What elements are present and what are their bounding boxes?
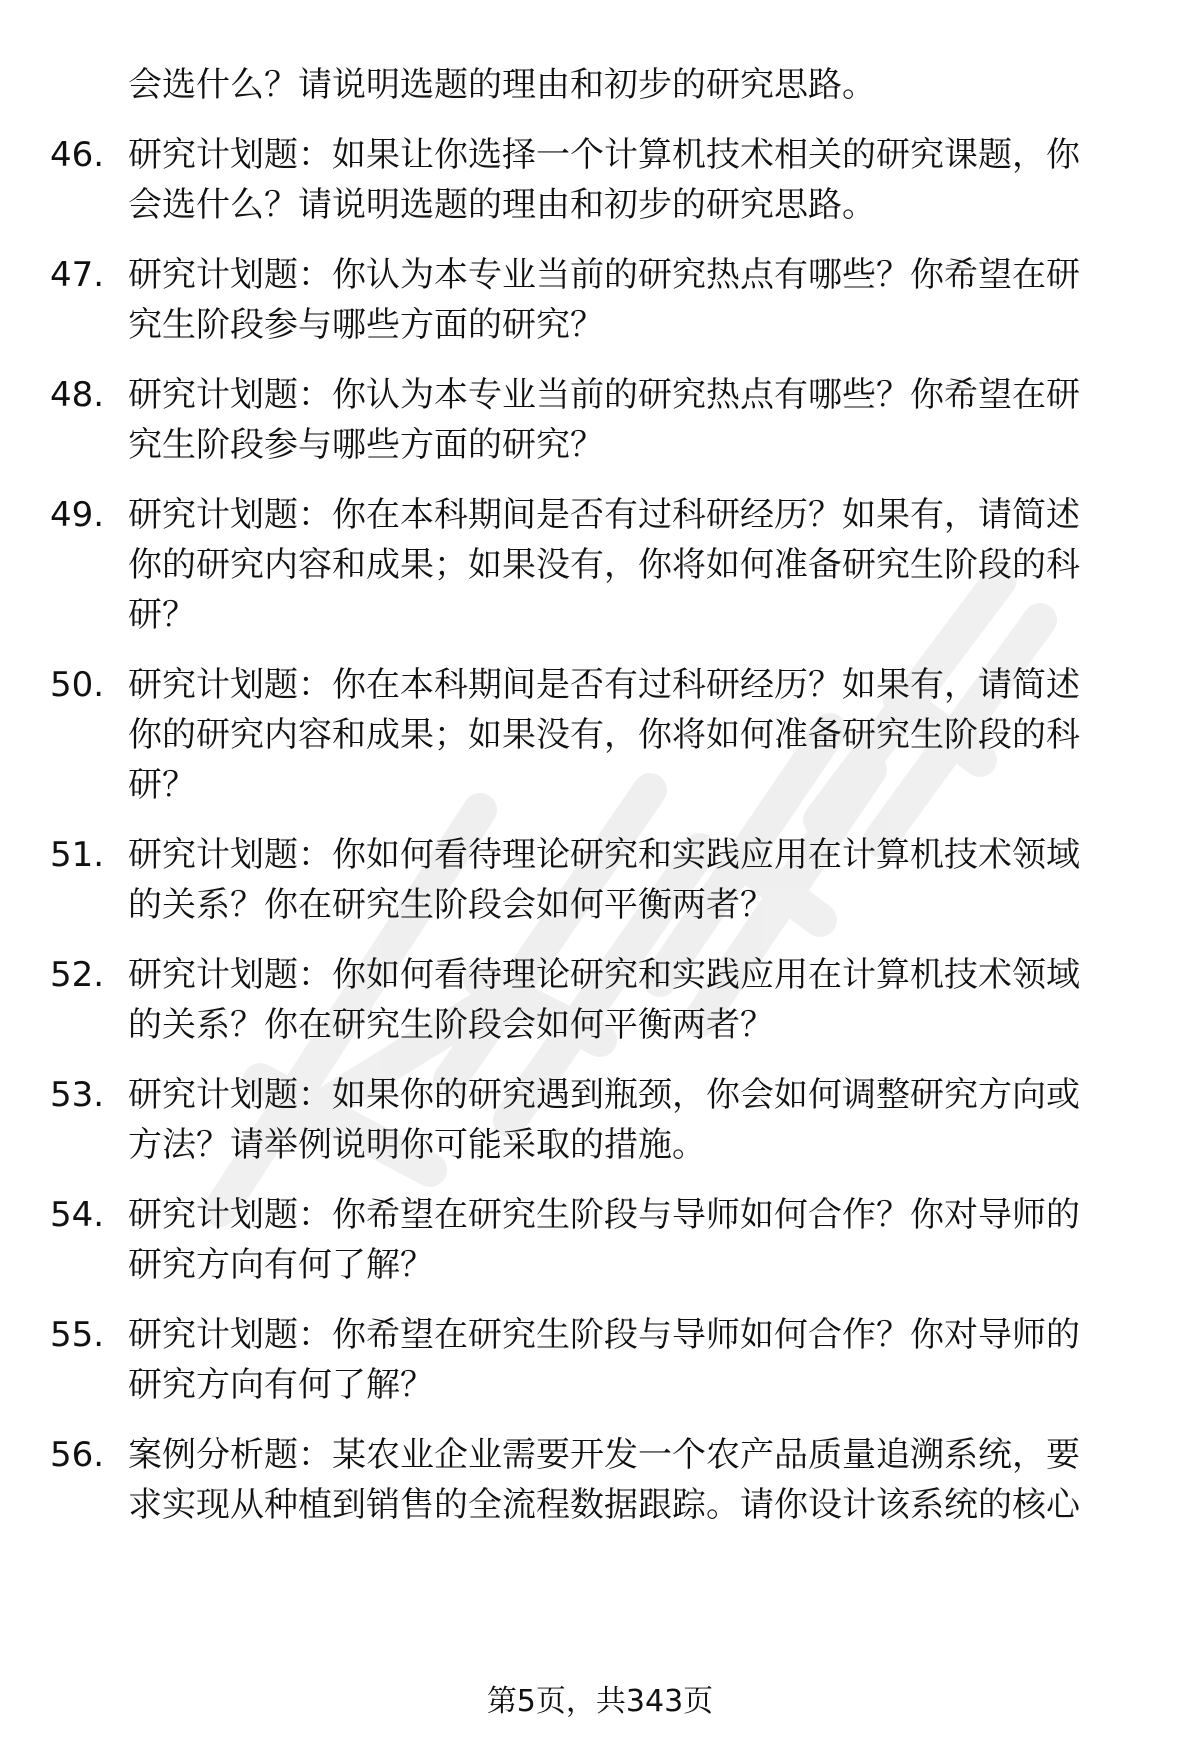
question-number: 46. [50,135,105,175]
question-number: 56. [50,1435,105,1475]
question-text-line: 研究计划题：你认为本专业当前的研究热点有哪些？你希望在研 [128,255,1080,295]
question-text-line: 研？ [128,765,196,805]
question-text-line: 研究计划题：你希望在研究生阶段与导师如何合作？你对导师的 [128,1195,1080,1235]
question-text-line: 研？ [128,595,196,635]
question-number: 48. [50,375,105,415]
question-text-line: 的关系？你在研究生阶段会如何平衡两者？ [128,1005,774,1045]
question-text [128,660,1148,810]
question-text-line: 会选什么？请说明选题的理由和初步的研究思路。 [128,185,876,225]
question-text-line: 研究方向有何了解？ [128,1245,434,1285]
question-text [128,130,1148,230]
question-text-line: 研究计划题：如果你的研究遇到瓶颈，你会如何调整研究方向或 [128,1075,1080,1115]
question-text [128,370,1148,470]
question-text [128,490,1148,640]
question-number: 53. [50,1075,105,1115]
question-text-line: 方法？请举例说明你可能采取的措施。 [128,1125,706,1165]
question-text-line: 究生阶段参与哪些方面的研究？ [128,305,604,345]
question-text [128,1070,1148,1170]
question-text-line: 究生阶段参与哪些方面的研究？ [128,425,604,465]
question-number: 50. [50,665,105,705]
question-number: 47. [50,255,105,295]
question-text-line: 案例分析题：某农业企业需要开发一个农产品质量追溯系统，要 [128,1435,1080,1475]
question-text-line: 你的研究内容和成果；如果没有，你将如何准备研究生阶段的科 [128,715,1080,755]
question-text-line: 研究计划题：你如何看待理论研究和实践应用在计算机技术领域 [128,955,1080,995]
question-text [128,830,1148,930]
question-text [128,1190,1148,1290]
question-number: 52. [50,955,105,995]
question-text-line: 你的研究内容和成果；如果没有，你将如何准备研究生阶段的科 [128,545,1080,585]
question-number: 51. [50,835,105,875]
question-text-line: 的关系？你在研究生阶段会如何平衡两者？ [128,885,774,925]
question-text-line: 研究计划题：你在本科期间是否有过科研经历？如果有，请简述 [128,665,1080,705]
question-text [128,1430,1148,1530]
question-text-line: 研究计划题：你希望在研究生阶段与导师如何合作？你对导师的 [128,1315,1080,1355]
question-text-line: 研究方向有何了解？ [128,1365,434,1405]
question-text-line: 研究计划题：如果让你选择一个计算机技术相关的研究课题，你 [128,135,1080,175]
question-text-line: 研究计划题：你如何看待理论研究和实践应用在计算机技术领域 [128,835,1080,875]
question-number: 49. [50,495,105,535]
continuation-line: 会选什么？请说明选题的理由和初步的研究思路。 [128,65,876,105]
question-number: 54. [50,1195,105,1235]
question-text [128,1310,1148,1410]
page-footer: 第5页，共343页 [486,1684,714,1719]
question-text-line: 求实现从种植到销售的全流程数据跟踪。请你设计该系统的核心 [128,1485,1080,1525]
question-text-line: 研究计划题：你在本科期间是否有过科研经历？如果有，请简述 [128,495,1080,535]
question-text [128,950,1148,1050]
question-text [128,250,1148,350]
question-text-line: 研究计划题：你认为本专业当前的研究热点有哪些？你希望在研 [128,375,1080,415]
question-number: 55. [50,1315,105,1355]
